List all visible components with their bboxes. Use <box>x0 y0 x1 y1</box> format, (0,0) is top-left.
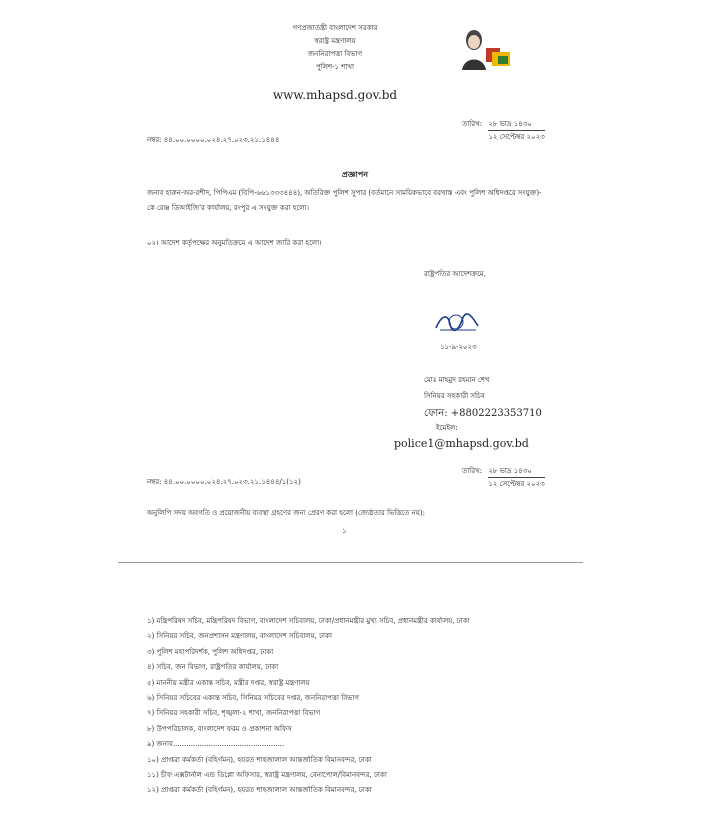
list-item: ৯) জনাব.................................................. <box>147 740 285 749</box>
website-link[interactable]: www.mhapsd.gov.bd <box>272 88 398 102</box>
letterhead-line: জননিরাপত্তা বিভাগ <box>307 50 363 58</box>
list-item: ৮) উপপরিচালক, বাংলাদেশ ফরম ও প্রকাশনা অফিস <box>147 724 292 733</box>
memo-number-2: নম্বর: ৪৪.০০.০০০০.০২৪.২৭.০২৩.২১.১৪৪৪/১(১২) <box>147 478 301 486</box>
list-item: ৫) মাননীয় মন্ত্রীর একান্ত সচিব, মন্ত্রীর দপ্তর, স্বরাষ্ট্র মন্ত্রণালয় <box>147 678 310 687</box>
list-item: ৬) সিনিয়র সচিবের একান্ত সচিব, সিনিয়র সচিবের দপ্তর, জননিরাপত্তা বিভাগ <box>147 694 359 703</box>
letterhead-line: পুলিশ-১ শাখা <box>315 63 355 71</box>
signatory-phone: ফোন: +8802223353710 <box>424 408 542 419</box>
signatory-name: মোঃ মাহমুদ রহমান শেখ <box>424 376 490 384</box>
list-item: ১) মন্ত্রিপরিষদ সচিব, মন্ত্রিপরিষদ বিভাগ, বাংলাদেশ সচিবালয়, ঢাকা/প্রধানমন্ত্রীর মুখ্য সচিব, প্রধানমন্ত্রীর কার্যালয়, ঢাকা <box>147 617 470 625</box>
signatory-email[interactable]: police1@mhapsd.gov.bd <box>394 437 529 450</box>
date-bangla: ২৮ ভাদ্র ১৪৩০ <box>488 120 544 131</box>
letterhead-line: স্বরাষ্ট্র মন্ত্রণালয় <box>314 37 356 45</box>
list-item: ১০) প্রাপ্তরা কর্মকর্তা (বহির্গমন), হযরত শাহজালাল আন্তর্জাতিক বিমানবন্দর, ঢাকা <box>147 755 372 764</box>
cc-intro: অনুলিপি সদয় অবগতি ও প্রয়োজনীয় ব্যবস্থা গ্রহণের জন্য প্রেরণ করা হলো (জ্যেষ্ঠতার ভিত্তিতে নয়): <box>147 509 425 517</box>
signature-icon <box>432 308 482 338</box>
list-item: ৪) সচিব, জন বিভাগ, রাষ্ট্রপতির কার্যালয়, ঢাকা <box>147 663 279 672</box>
memo-date-2 <box>462 467 545 489</box>
date-gregorian: ১২ সেপ্টেম্বর ২০২৩ <box>488 133 545 141</box>
signatory-designation: সিনিয়র সহকারী সচিব <box>424 392 485 400</box>
date-gregorian: ১২ সেপ্টেম্বর ২০২৩ <box>488 480 545 488</box>
date-label: তারিখ: <box>462 120 483 128</box>
memo-date <box>462 120 545 142</box>
list-item: ১১) চীফ এক্সটার্নাল এন্ড ডিপ্লো অফিসার, স্বরাষ্ট্র মন্ত্রণালয়, বেনাপোল/বিমানবন্দর, ঢাকা <box>147 771 387 780</box>
list-item: ২) সিনিয়র সচিব, জনপ্রশাসন মন্ত্রণালয়, বাংলাদেশ সচিবালয়, ঢাকা <box>147 632 333 641</box>
notice-paragraph: জনাব হারুন-অর-রশীদ, পিপিএম (বিপি-৬৬১৩৩৩৪৪৪), অতিরিক্ত পুলিশ সুপার (বর্তমানে সাময়িকভাবে বরখাস্ত এবং পুলিশ অধিদপ্তরে সংযুক্ত)-কে রেঞ্জ ডিআইজি'র কার্যালয়, রংপুর এ সংযুক্ত করা হলো। <box>147 189 542 212</box>
email-label: ইমেইল: <box>436 424 458 432</box>
page-divider <box>118 562 583 563</box>
list-item: ৩) পুলিশ মহাপরিদর্শক, পুলিশ অধিদপ্তর, ঢাকা <box>147 647 274 656</box>
list-item: ৭) সিনিয়র সহকারী সচিব, শৃঙ্খলা-২ শাখা, জননিরাপত্তা বিভাগ <box>147 709 321 718</box>
notice-title: প্রজ্ঞাপন <box>341 169 369 179</box>
letterhead <box>230 22 440 74</box>
date-bangla: ২৮ ভাদ্র ১৪৩০ <box>488 467 544 478</box>
letterhead-line: গণপ্রজাতন্ত্রী বাংলাদেশ সরকার <box>292 24 378 32</box>
page-number: ১ <box>342 527 347 535</box>
signature-date: ১১-৯-২০২৩ <box>440 343 477 351</box>
notice-paragraph-2: ০২। আদেশ কর্তৃপক্ষের অনুমতিক্রমে এ আদেশ জারি করা হলো। <box>147 239 322 247</box>
mujib-logo-icon <box>458 26 518 70</box>
memo-number: নম্বর: ৪৪.০০.০০০০.০২৪.২৭.০২৩.২১.১৪৪৪ <box>147 136 280 144</box>
order-line: রাষ্ট্রপতির আদেশক্রমে, <box>424 270 486 278</box>
date-label: তারিখ: <box>462 467 483 475</box>
list-item: ১২) প্রাপ্তরা কর্মকর্তা (বহির্গমন), হযরত শাহজালাল আন্তর্জাতিক বিমানবন্দর, ঢাকা <box>147 786 372 795</box>
distribution-list <box>147 614 567 799</box>
